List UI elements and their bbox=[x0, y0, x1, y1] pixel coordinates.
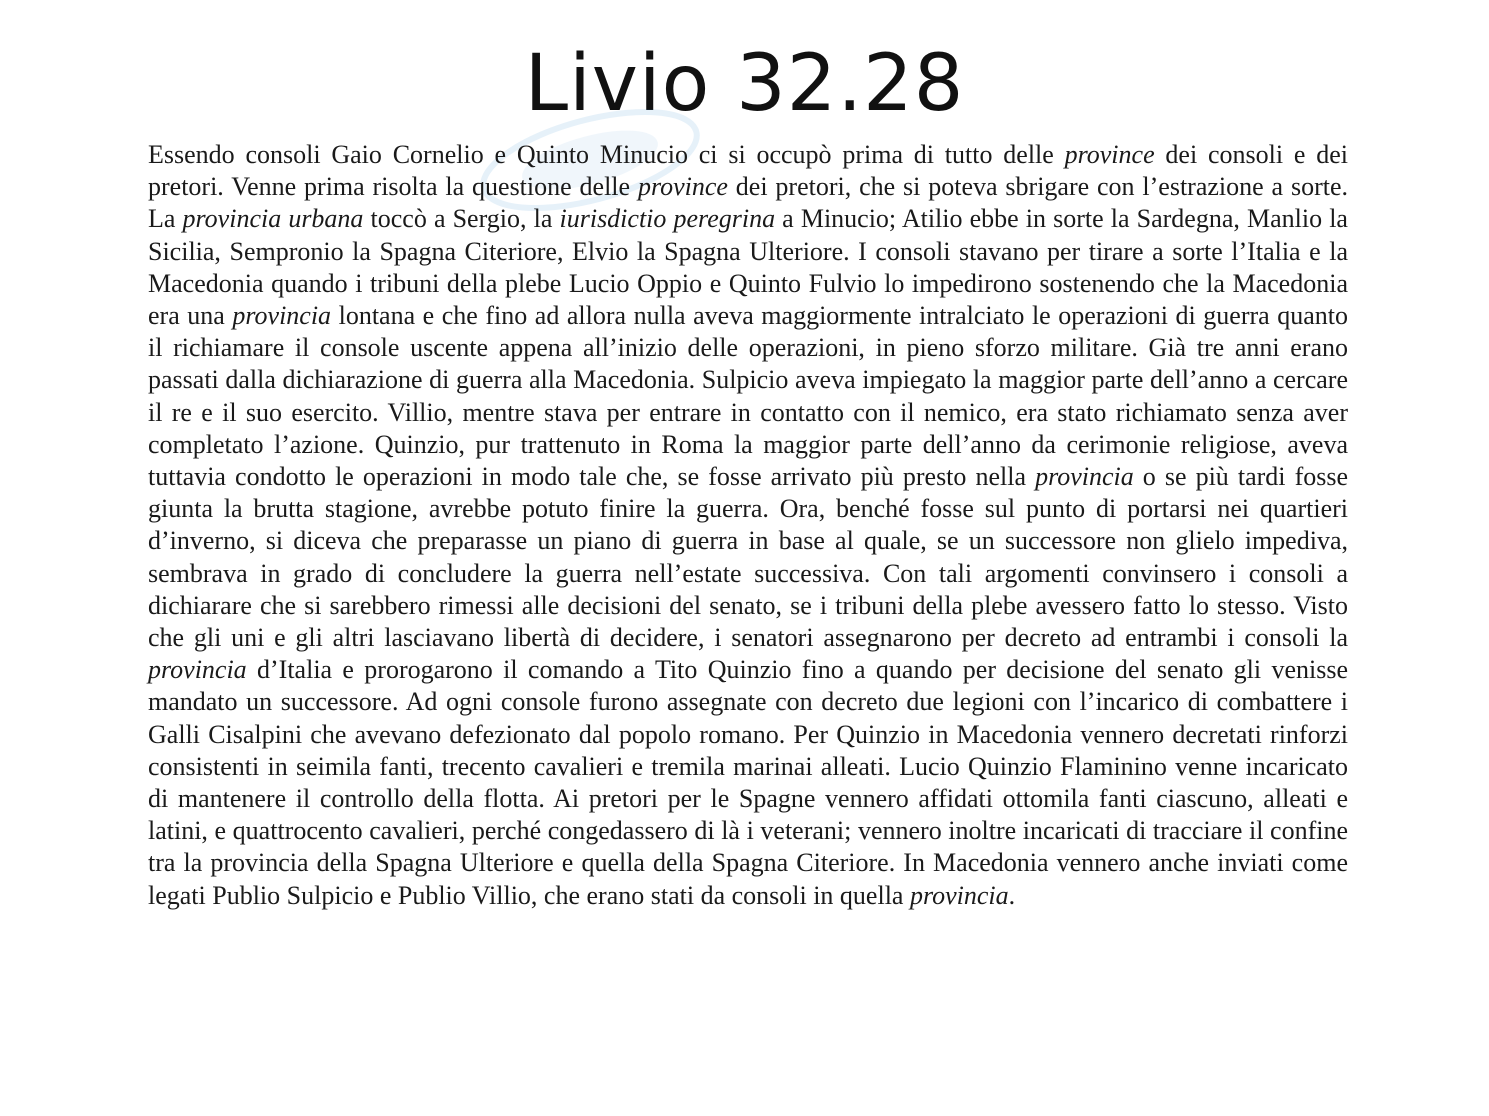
italic-term: provincia urbana bbox=[182, 204, 364, 234]
italic-term: provincia bbox=[1035, 462, 1134, 492]
page-title: Livio 32.28 bbox=[524, 39, 965, 129]
text-run: . bbox=[1008, 880, 1016, 910]
italic-term: provincia bbox=[232, 301, 332, 331]
text-run: o se più tardi fosse giunta la brutta stagione, avrebbe potuto finire la guerra. Ora, benché fosse sul punto di portarsi nei quartieri d’inverno, si diceva che preparasse un piano di guerra in base al quale, se un successore non glielo impediva, sembrava in grado di concludere la guerra nell’estate successiva. Con tali argomenti convinsero i consoli a dichiarare che si sarebbero rimessi alle decisioni del senato, se i tribuni della plebe avessero fatto lo stesso. Visto che gli uni e gli altri lasciavano libertà di decidere, i senatori assegnarono per decreto ad entrambi i consoli la bbox=[148, 462, 1349, 653]
text-run: dei consoli e dei pretori. Venne prima risolta la questione delle bbox=[148, 140, 1348, 202]
italic-term: provincia bbox=[909, 880, 1009, 910]
text-run: toccò a Sergio, la bbox=[363, 204, 560, 234]
body-paragraph bbox=[148, 139, 1348, 912]
text-run: dei pretori, che si poteva sbrigare con l’estrazione a sorte. La bbox=[148, 172, 1348, 234]
italic-term: iurisdictio peregrina bbox=[559, 204, 776, 234]
text-run: lontana e che fino ad allora nulla aveva maggiormente intralciato le operazioni di guerra quanto il richiamare il console uscente appena all’inizio delle operazioni, in pieno sforzo militare. Già tre anni erano passati dalla dichiarazione di guerra alla Macedonia. Sulpicio aveva impiegato la maggior parte dell’anno a cercare il re e il suo esercito. Villio, mentre stava per entrare in contatto con il nemico, era stato richiamato senza aver completato l’azione. Quinzio, pur trattenuto in Roma la maggior parte dell’anno da cerimonie religiose, aveva tuttavia condotto le operazioni in modo tale che, se fosse arrivato più presto nella bbox=[148, 301, 1349, 492]
italic-term: province bbox=[1064, 140, 1155, 169]
text-run: Essendo consoli Gaio Cornelio e Quinto Minucio ci si occupò prima di tutto delle bbox=[148, 140, 1065, 169]
text-run: a Minucio; Atilio ebbe in sorte la Sardegna, Manlio la Sicilia, Sempronio la Spagna Citeriore, Elvio la Spagna Ulteriore. I consoli stavano per tirare a sorte l’Italia e la Macedonia quando i tribuni della plebe Lucio Oppio e Quinto Fulvio lo impedirono sostenendo che la Macedonia era una bbox=[148, 204, 1348, 331]
italic-term: provincia bbox=[148, 655, 247, 685]
italic-term: province bbox=[637, 172, 728, 202]
text-run: d’Italia e prorogarono il comando a Tito Quinzio fino a quando per decisione del senato gli venisse mandato un successore. Ad ogni console furono assegnate con decreto due legioni con l’incarico di combattere i Galli Cisalpini che avevano defezionato dal popolo romano. Per Quinzio in Macedonia vennero decretati rinforzi consistenti in seimila fanti, trecento cavalieri e tremila marinai alleati. Lucio Quinzio Flaminino venne incaricato di mantenere il controllo della flotta. Ai pretori per le Spagne vennero affidati ottomila fanti ciascuno, alleati e latini, e quattrocento cavalieri, perché congedassero di là i veterani; vennero inoltre incaricati di tracciare il confine tra la provincia della Spagna Ulteriore e quella della Spagna Citeriore. In Macedonia vennero anche inviati come legati Publio Sulpicio e Publio Villio, che erano stati da consoli in quella bbox=[148, 655, 1348, 910]
